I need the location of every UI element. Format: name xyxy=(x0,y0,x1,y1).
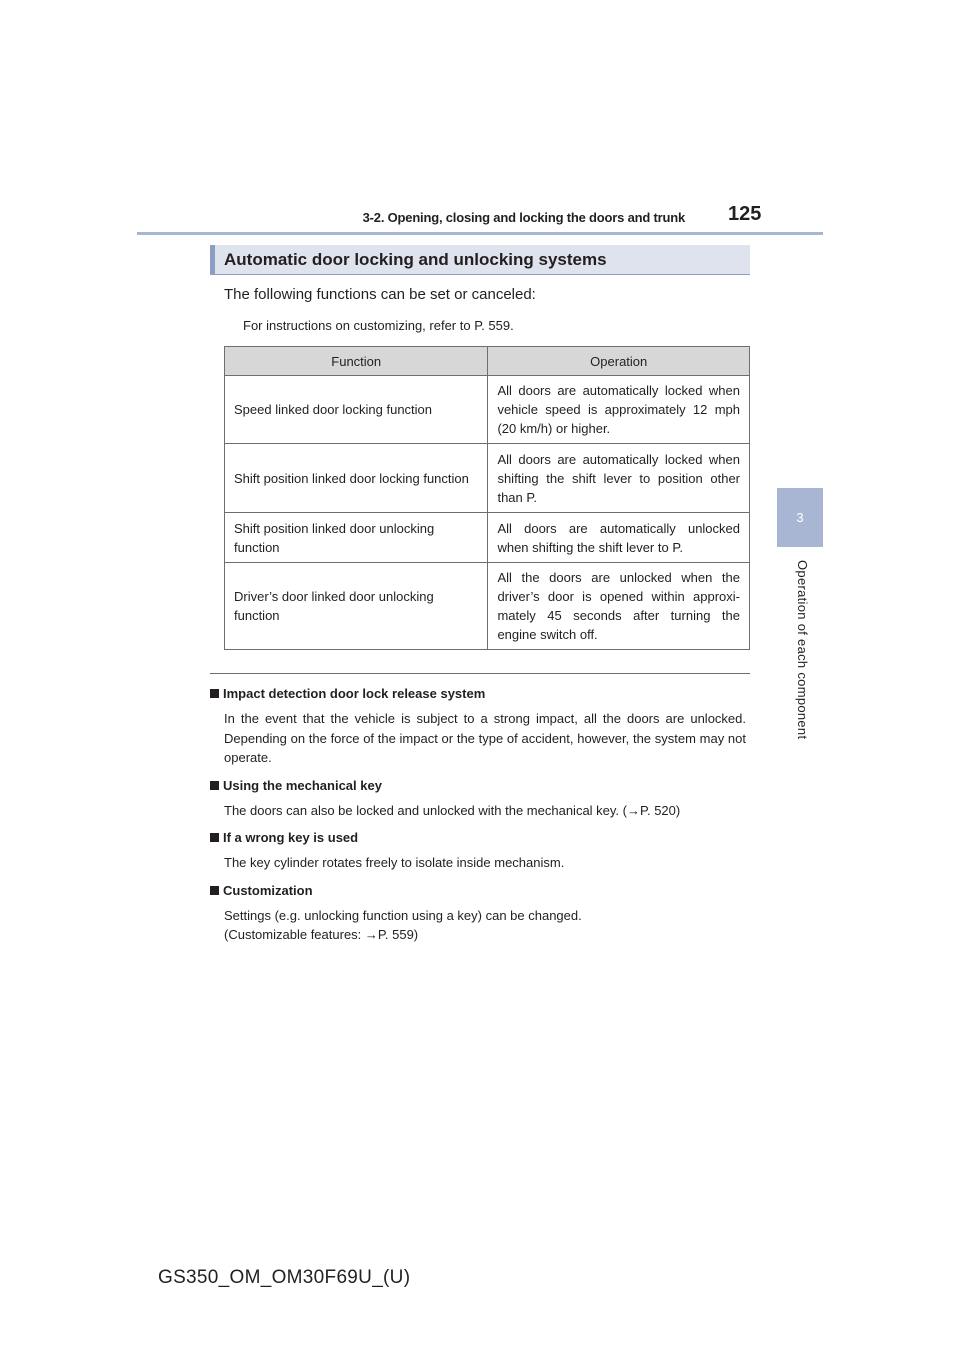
bullet-square-icon xyxy=(210,689,219,698)
header-function: Function xyxy=(225,347,488,376)
bullet-square-icon xyxy=(210,781,219,790)
bullet-square-icon xyxy=(210,886,219,895)
notes-list xyxy=(210,684,746,953)
table-row xyxy=(225,563,750,650)
running-header: 3-2. Opening, closing and locking the doors and trunk xyxy=(362,210,685,225)
chapter-label: Operation of each component xyxy=(795,560,810,740)
header-operation: Operation xyxy=(488,347,750,376)
note-body: In the event that the vehicle is subject to a strong impact, all the doors are unlocked. Depending on the force of the impact or the type of accident, however, the system may not operate. xyxy=(224,711,746,765)
intro-text: The following functions can be set or canceled: xyxy=(224,286,536,303)
section-divider xyxy=(210,673,750,674)
table-header-row xyxy=(225,347,750,376)
chapter-tab[interactable] xyxy=(777,488,823,547)
header-rule xyxy=(137,232,823,235)
note-body: The key cylinder rotates freely to isolate inside mechanism. xyxy=(224,855,565,870)
function-cell: Driver’s door linked door unlocking function xyxy=(225,563,488,650)
operation-cell: All doors are automatically unlocked when shifting the shift lever to P. xyxy=(488,513,750,563)
note-item xyxy=(210,828,746,873)
operation-cell: All the doors are unlocked when the driver’s door is opened within approxi-mately 45 seconds after turning the engine switch off. xyxy=(488,563,750,650)
note-body: The doors can also be locked and unlocked with the mechanical key. (→P. 520) xyxy=(224,802,681,818)
note-title: Using the mechanical key xyxy=(223,777,382,793)
note-line: Settings (e.g. unlocking function using a key) can be changed. xyxy=(224,907,582,923)
note-title: Customization xyxy=(223,882,313,898)
function-cell: Shift position linked door unlocking function xyxy=(225,513,488,563)
operation-cell: All doors are automatically locked when shifting the shift lever to position other than P. xyxy=(488,444,750,513)
document-code: GS350_OM_OM30F69U_(U) xyxy=(158,1267,411,1288)
section-heading: Automatic door locking and unlocking systems xyxy=(210,245,750,275)
note-line: (Customizable features: →P. 559) xyxy=(224,927,419,942)
function-cell: Shift position linked door locking function xyxy=(225,444,488,513)
note-item xyxy=(210,881,746,945)
note-item xyxy=(210,684,746,768)
note-item xyxy=(210,776,746,821)
note-title: Impact detection door lock release system xyxy=(223,686,486,701)
operation-cell: All doors are automatically locked when vehicle speed is approximately 12 mph (20 km/h) or higher. xyxy=(488,376,750,444)
function-cell: Speed linked door locking function xyxy=(225,376,488,444)
customize-note: For instructions on customizing, refer to P. 559. xyxy=(243,318,514,333)
table-row xyxy=(225,376,750,444)
bullet-square-icon xyxy=(210,833,219,842)
note-body xyxy=(210,906,746,945)
table-row xyxy=(225,513,750,563)
table-row xyxy=(225,444,750,513)
page-number: 125 xyxy=(728,203,762,225)
note-title: If a wrong key is used xyxy=(223,830,359,845)
chapter-number: 3 xyxy=(796,510,804,525)
function-table xyxy=(224,346,750,650)
